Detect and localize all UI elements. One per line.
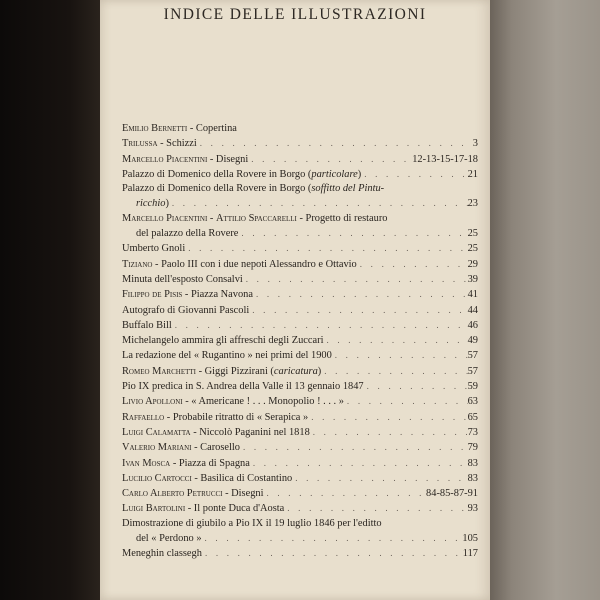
- entry-page-number: 84-85-87-91: [426, 488, 478, 500]
- entry-title: [122, 441, 240, 455]
- entry-page-number: 25: [467, 228, 478, 240]
- dot-leader: [310, 425, 468, 439]
- index-entry: [122, 456, 478, 471]
- index-entry: [122, 410, 478, 425]
- entry-text-part: Raffaello: [122, 411, 165, 423]
- entry-page-number: 83: [467, 472, 478, 484]
- entry-text-part: Romeo Marchetti: [122, 365, 196, 377]
- entry-text-part: Trilussa: [122, 138, 158, 150]
- entry-text-part: Ivan Mosca: [122, 457, 171, 469]
- entry-text-part: ): [165, 198, 169, 210]
- index-entry: [122, 303, 478, 318]
- entry-text-part: - Piazza Navona: [182, 289, 253, 301]
- entry-text-part: Luigi Calamatta: [122, 426, 191, 438]
- entry-page-number: 25: [467, 243, 478, 255]
- index-entry: [122, 257, 478, 272]
- entry-text-part: -: [207, 212, 216, 224]
- entry-text-part: Luigi Bartolini: [122, 503, 186, 515]
- entry-page-number: 29: [467, 258, 478, 270]
- index-entry: [122, 486, 478, 501]
- entry-page-number: 23: [467, 198, 478, 210]
- entry-page-number: 65: [467, 411, 478, 423]
- index-entry: [122, 167, 478, 182]
- entry-text-part: - Copertina: [187, 123, 237, 134]
- entry-title: [122, 380, 364, 394]
- dot-leader: [344, 394, 468, 408]
- entry-title: [122, 349, 332, 363]
- index-entry: [122, 394, 478, 409]
- dot-leader: [250, 456, 468, 470]
- entry-text-part: Palazzo di Domenico della Rovere in Borgo (: [122, 183, 312, 195]
- index-entry: [122, 152, 478, 167]
- dot-leader: [185, 241, 467, 255]
- entry-text-part: del « Perdono »: [136, 533, 202, 545]
- entry-page-number: 3: [472, 138, 478, 150]
- dot-leader: [248, 152, 412, 166]
- illustrations-index-list: [122, 122, 478, 562]
- entry-text-part: Attilio Spaccarelli: [215, 212, 297, 224]
- entry-title: [122, 334, 323, 348]
- index-entry: [122, 425, 478, 440]
- dot-leader: [323, 333, 467, 347]
- entry-title: [122, 212, 388, 226]
- dot-leader: [292, 471, 467, 485]
- entry-text-part: - Progetto di restauro: [296, 212, 388, 224]
- index-entry: [122, 182, 478, 212]
- entry-text-part: - Piazza di Spagna: [170, 457, 250, 469]
- right-background: [490, 0, 600, 600]
- dot-leader: [264, 486, 427, 500]
- dot-leader: [321, 364, 467, 378]
- index-entry: [122, 546, 478, 561]
- entry-title: [122, 319, 172, 333]
- entry-page-number: 57: [467, 365, 478, 377]
- dot-leader: [172, 318, 468, 332]
- entry-title: [122, 426, 310, 440]
- entry-page-number: 39: [467, 273, 478, 285]
- entry-text-part: Umberto Gnoli: [122, 243, 186, 255]
- index-entry: [122, 272, 478, 287]
- entry-text-part: del palazzo della Rovere: [136, 228, 239, 240]
- index-entry: [122, 287, 478, 302]
- entry-page-number: 57: [467, 350, 478, 362]
- entry-title: [122, 168, 361, 182]
- entry-text-part: Palazzo di Domenico della Rovere in Borgo (: [122, 168, 312, 180]
- entry-text-part: La redazione del « Rugantino » nei primi del 1900: [122, 350, 332, 362]
- dot-leader: [197, 136, 468, 150]
- index-entry: [122, 501, 478, 516]
- index-entry: [122, 471, 478, 486]
- entry-text-part: soffitto del Pintu-: [311, 183, 385, 195]
- entry-text-part: - « Americane ! . . . Monopolio ! . . . »: [182, 396, 344, 408]
- entry-title: [122, 273, 243, 287]
- entry-text-part: Filippo de Pisis: [122, 289, 183, 301]
- entry-text-part: Marcello Piacentini: [122, 153, 208, 165]
- entry-title: [122, 258, 357, 272]
- entry-text-part: - Giggi Pizzirani (: [195, 365, 274, 377]
- entry-text-part: ): [317, 365, 322, 377]
- index-entry: [122, 517, 478, 547]
- entry-title: [122, 517, 382, 531]
- dot-leader: [202, 531, 463, 545]
- dot-leader: [243, 272, 468, 286]
- entry-title: [122, 122, 237, 136]
- entry-page-number: 21: [467, 168, 478, 180]
- left-background: [0, 0, 100, 600]
- entry-text-part: Minuta dell'esposto Consalvi: [122, 273, 243, 285]
- dot-leader: [308, 410, 467, 424]
- entry-page-number: 63: [467, 396, 478, 408]
- entry-page-number: 46: [467, 319, 478, 331]
- page-title: INDICE DELLE ILLUSTRAZIONI: [163, 6, 427, 23]
- entry-title: [136, 227, 238, 241]
- entry-text-part: Dimostrazione di giubilo a Pio IX il 19 luglio 1846 per l'editto: [122, 517, 382, 529]
- entry-text-part: Valerio Mariani: [122, 442, 192, 454]
- entry-title: [122, 242, 185, 256]
- index-entry: [122, 212, 478, 242]
- entry-page-number: 93: [467, 503, 478, 515]
- dot-leader: [238, 226, 467, 240]
- index-entry: [122, 136, 478, 151]
- entry-page-number: 59: [467, 381, 478, 393]
- entry-text-part: - Disegni: [207, 153, 249, 165]
- entry-page-number: 73: [467, 426, 478, 438]
- index-entry: [122, 364, 478, 379]
- entry-text-part: - Disegni: [222, 488, 264, 500]
- dot-leader: [364, 379, 468, 393]
- entry-text-part: - Niccolò Paganini nel 1818: [190, 426, 310, 438]
- index-entry: [122, 379, 478, 394]
- entry-text-part: - Carosello: [191, 442, 240, 454]
- index-entry: [122, 318, 478, 333]
- dot-leader: [253, 287, 468, 301]
- entry-page-number: 44: [467, 304, 478, 316]
- entry-title: [122, 365, 321, 379]
- entry-text-part: - Probabile ritratto di « Serapica »: [164, 411, 309, 423]
- entry-title: [122, 395, 344, 409]
- entry-text-part: particolare: [311, 168, 358, 180]
- index-entry: [122, 241, 478, 256]
- entry-text-part: Carlo Alberto Petrucci: [122, 488, 223, 500]
- dot-leader: [361, 167, 467, 181]
- entry-page-number: 83: [467, 457, 478, 469]
- entry-text-part: Buffalo Bill: [122, 319, 172, 331]
- index-entry: [122, 440, 478, 455]
- dot-leader: [202, 546, 463, 560]
- entry-text-part: - Schizzi: [157, 138, 197, 150]
- entry-title: [122, 547, 202, 561]
- index-entry: [122, 122, 478, 136]
- entry-title: [122, 502, 284, 516]
- entry-text-part: Meneghin classegh: [122, 548, 202, 560]
- dot-leader: [332, 348, 468, 362]
- entry-text-part: caricatura: [273, 365, 318, 377]
- dot-leader: [357, 257, 468, 271]
- entry-page-number: 12-13-15-17-18: [412, 153, 478, 165]
- index-entry: [122, 348, 478, 363]
- entry-page-number: 79: [467, 442, 478, 454]
- entry-title: [122, 487, 264, 501]
- dot-leader: [284, 501, 467, 515]
- entry-text-part: - Paolo III con i due nepoti Alessandro e Ottavio: [152, 258, 357, 270]
- entry-page-number: 117: [462, 548, 478, 560]
- entry-text-part: - Il ponte Duca d'Aosta: [185, 503, 285, 515]
- entry-text-part: Marcello Piacentini: [122, 212, 208, 224]
- dot-leader: [169, 196, 468, 210]
- entry-page-number: 49: [467, 335, 478, 347]
- entry-page-number: 41: [467, 289, 478, 301]
- entry-title: [122, 457, 250, 471]
- entry-text-part: - Basilica di Costantino: [191, 472, 293, 484]
- entry-title: [136, 532, 202, 546]
- entry-title: [122, 288, 253, 302]
- entry-title: [136, 197, 169, 211]
- entry-text-part: ): [357, 168, 362, 180]
- entry-text-part: Tiziano: [122, 258, 153, 270]
- entry-title: [122, 411, 308, 425]
- entry-text-part: Michelangelo ammira gli affreschi degli Zuccari: [122, 335, 324, 347]
- entry-title: [122, 472, 292, 486]
- entry-title: [122, 304, 249, 318]
- entry-text-part: Lucilio Cartocci: [122, 472, 192, 484]
- entry-text-part: Autografo di Giovanni Pascoli: [122, 304, 250, 316]
- entry-text-part: Pio IX predica in S. Andrea della Valle il 13 gennaio 1847: [122, 381, 364, 393]
- entry-title: [122, 137, 197, 151]
- entry-text-part: ricchio: [136, 198, 166, 210]
- dot-leader: [240, 440, 468, 454]
- index-entry: [122, 333, 478, 348]
- entry-page-number: 105: [462, 533, 478, 545]
- dot-leader: [249, 303, 467, 317]
- entry-text-part: Livio Apolloni: [122, 396, 183, 408]
- entry-text-part: Emilio Bernetti: [122, 123, 188, 134]
- entry-title: [122, 153, 248, 167]
- entry-title: [122, 182, 384, 196]
